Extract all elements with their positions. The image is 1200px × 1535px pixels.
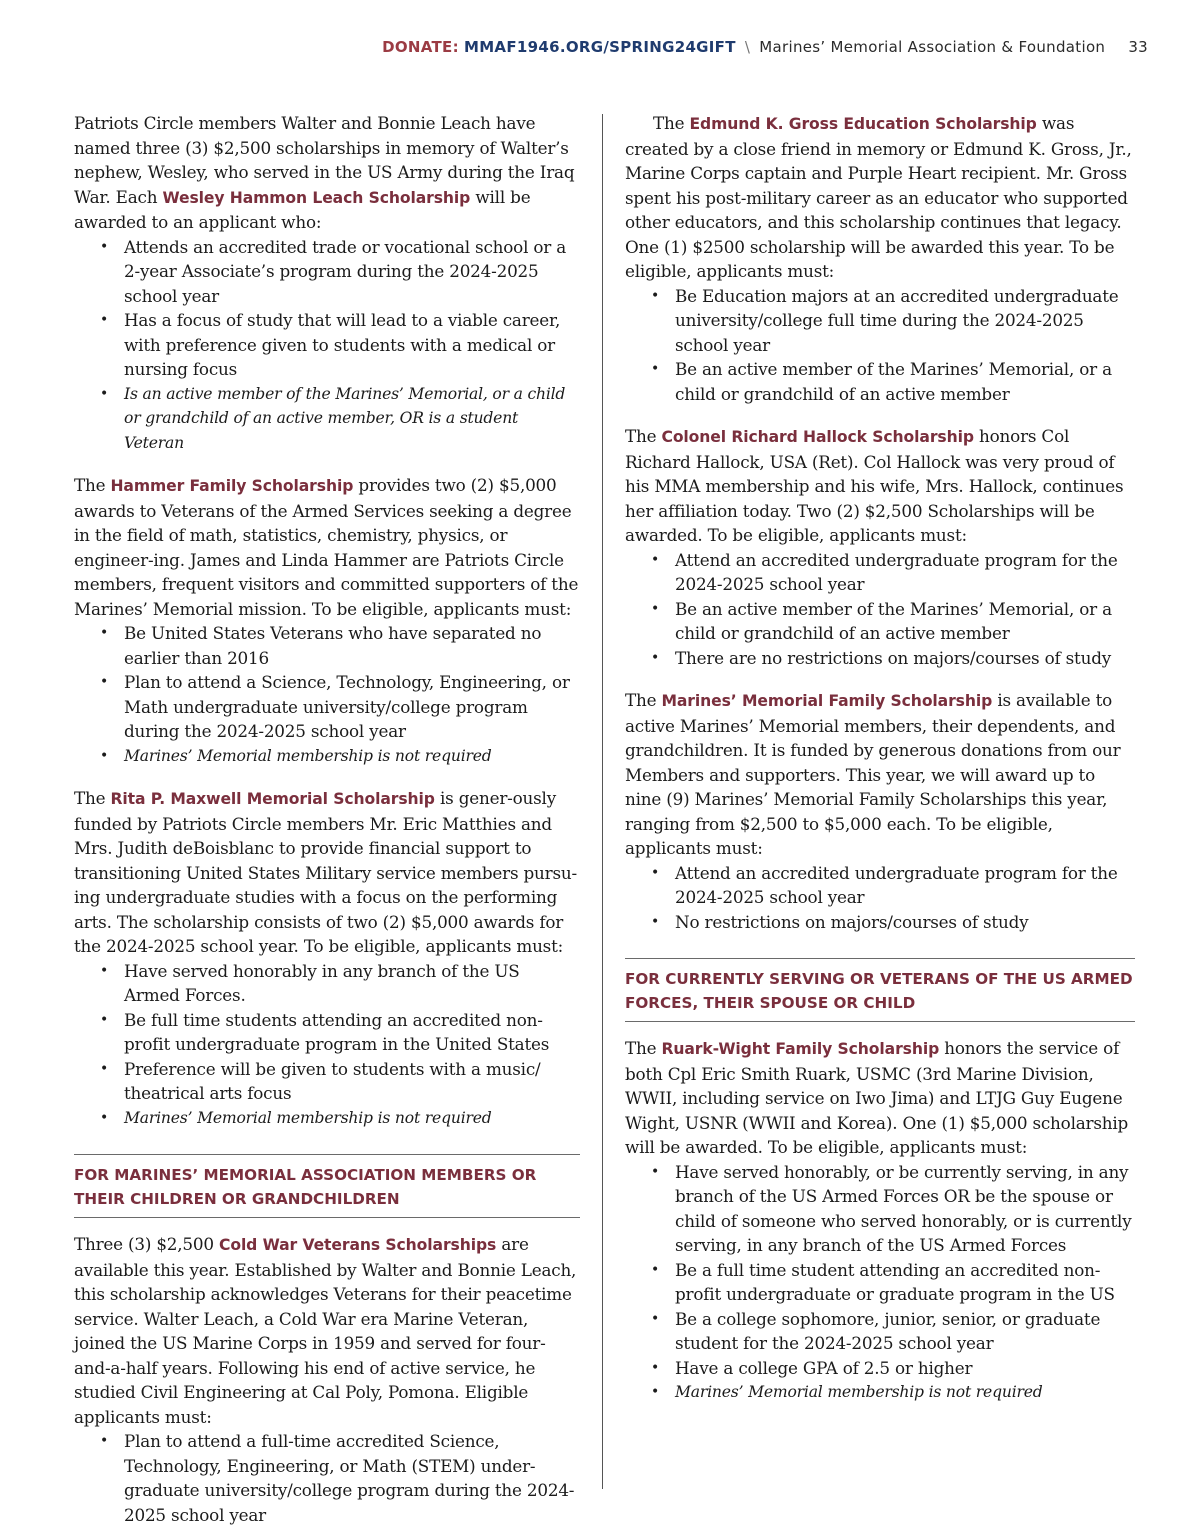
- list-item: • Be a college sophomore, junior, senior, or graduate student for the 2024-2025 school year: [651, 1308, 1101, 1353]
- family-eligibility-list: [625, 861, 1135, 935]
- list-item: • Preference will be given to students with a music/ theatrical arts focus: [100, 1058, 541, 1103]
- hallock-scholarship-name: Colonel Richard Hallock Scholarship: [661, 428, 974, 446]
- section-heading-mma-members: FOR MARINES’ MEMORIAL ASSOCIATION MEMBERS OR THEIR CHILDREN OR GRANDCHILDREN: [74, 1154, 580, 1218]
- list-item: • No restrictions on majors/courses of study: [651, 911, 1029, 932]
- list-item: • Be an active member of the Marines’ Memorial, or a child or grandchild of an active member: [651, 359, 1112, 404]
- list-item: • Attend an accredited undergraduate program for the 2024-2025 school year: [651, 549, 1118, 594]
- left-column: [74, 111, 580, 1527]
- family-scholarship-paragraph: The Marines’ Memorial Family Scholarship is available to active Marines’ Memorial members, their dependents, and grandchildren. It is funded by generous donations from our Members and supporters. This year, we will award up to nine (9) Marines’ Memorial Family Scholarships this year, ranging from $2,500 to $5,000 each. To be eligible, applicants must:: [625, 690, 1121, 858]
- gross-eligibility-list: [625, 284, 1135, 407]
- leach-scholarship-name: Wesley Hammon Leach Scholarship: [162, 188, 471, 207]
- header-separator: \: [744, 38, 751, 56]
- donate-url-link[interactable]: MMAF1946.ORG/SPRING24GIFT: [463, 38, 736, 56]
- list-item: • Marines’ Memorial membership is not required: [100, 1108, 492, 1127]
- list-item: • Be a full time student attending an accredited non-profit undergraduate or graduate program in the US: [651, 1259, 1115, 1304]
- list-item: • Be Education majors at an accredited undergraduate university/college full time during the 2024-2025 school year: [651, 285, 1119, 355]
- donate-label: DONATE:: [382, 38, 459, 56]
- list-item: • Be full time students attending an accredited non-profit undergraduate program in the United States: [100, 1009, 550, 1054]
- ruark-scholarship-name: Ruark-Wight Family Scholarship: [661, 1040, 940, 1058]
- list-item: • Plan to attend a Science, Technology, Engineering, or Math undergraduate university/college program during the 2024-2025 school year: [100, 672, 570, 741]
- list-item: • Is an active member of the Marines’ Memorial, or a child or grandchild of an active member, OR is a student Veteran: [100, 384, 566, 452]
- list-item: • Be an active member of the Marines’ Memorial, or a child or grandchild of an active member: [651, 598, 1112, 643]
- leach-eligibility-list: [74, 235, 580, 456]
- list-item: • Has a focus of study that will lead to a viable career, with preference given to students with a medical or nursing focus: [100, 310, 561, 379]
- list-item: • Have a college GPA of 2.5 or higher: [651, 1357, 973, 1378]
- list-item: • Be United States Veterans who have separated no earlier than 2016: [100, 623, 542, 668]
- hammer-scholarship-paragraph: The Hammer Family Scholarship provides two (2) $5,000 awards to Veterans of the Armed Services seeking a degree in the field of math, statistics, chemistry, physics, or engineer-ing. James and Linda Hammer are Patriots Circle members, frequent visitors and committed supporters of the Marines’ Memorial mission. To be eligible, applicants must:: [74, 475, 579, 619]
- list-item: • Marines’ Memorial membership is not required: [100, 746, 492, 765]
- organization-name: Marines’ Memorial Association & Foundation: [759, 38, 1106, 56]
- hammer-scholarship-name: Hammer Family Scholarship: [110, 477, 354, 495]
- maxwell-scholarship-paragraph: The Rita P. Maxwell Memorial Scholarship is gener-ously funded by Patriots Circle members Mr. Eric Matthies and Mrs. Judith deBoisblanc to provide financial support to transitioning United States Military service members pursu-ing undergraduate studies with a focus on the performing arts. The scholarship consists of two (2) $5,000 awards for the 2024-2025 school year. To be eligible, applicants must:: [74, 788, 577, 956]
- column-divider: [602, 114, 603, 1489]
- list-item: • Have served honorably in any branch of the US Armed Forces.: [100, 960, 520, 1005]
- maxwell-eligibility-list: [74, 959, 580, 1131]
- leach-scholarship-paragraph: Patriots Circle members Walter and Bonnie Leach have named three (3) $2,500 scholarships in memory of Walter’s nephew, Wesley, who served in the US Army during the Iraq War. Each Wesley Hammon Leach Scholarship will be awarded to an applicant who:: [74, 113, 575, 232]
- list-item: • Attend an accredited undergraduate program for the 2024-2025 school year: [651, 862, 1118, 907]
- gross-scholarship-name: Edmund K. Gross Education Scholarship: [689, 115, 1037, 133]
- coldwar-scholarship-name: Cold War Veterans Scholarships: [218, 1236, 497, 1254]
- section-heading-veterans: FOR CURRENTLY SERVING OR VETERANS OF THE US ARMED FORCES, THEIR SPOUSE OR CHILD: [625, 958, 1135, 1022]
- ruark-scholarship-paragraph: The Ruark-Wight Family Scholarship honors the service of both Cpl Eric Smith Ruark, USMC (3rd Marine Division, WWII, including service on Iwo Jima) and LTJG Guy Eugene Wight, USNR (WWII and Korea). One (1) $5,000 scholarship will be awarded. To be eligible, applicants must:: [625, 1038, 1129, 1157]
- ruark-eligibility-list: [625, 1160, 1135, 1405]
- list-item: • There are no restrictions on majors/courses of study: [651, 647, 1112, 668]
- maxwell-scholarship-name: Rita P. Maxwell Memorial Scholarship: [110, 790, 435, 808]
- coldwar-scholarship-paragraph: Three (3) $2,500 Cold War Veterans Scholarships are available this year. Established by Walter and Bonnie Leach, this scholarship acknowledges Veterans for their peacetime service. Walter Leach, a Cold War era Marine Veteran, joined the US Marine Corps in 1959 and served for four-and-a-half years. Following his end of active service, he studied Civil Engineering at Cal Poly, Pomona. Eligible applicants must:: [74, 1234, 577, 1427]
- page-header: [300, 38, 1148, 56]
- hallock-scholarship-paragraph: The Colonel Richard Hallock Scholarship honors Col Richard Hallock, USA (Ret). Col Hallock was very proud of his MMA membership and his wife, Mrs. Hallock, continues her affiliation today. Two (2) $2,500 Scholarships will be awarded. To be eligible, applicants must:: [625, 426, 1124, 545]
- list-item: • Have served honorably, or be currently serving, in any branch of the US Armed Forces OR be the spouse or child of someone who served honorably, or is currently serving, in any branch of the US Armed Forces: [651, 1161, 1132, 1255]
- list-item: • Attends an accredited trade or vocational school or a 2-year Associate’s program during the 2024-2025 school year: [100, 236, 567, 306]
- list-item: • Plan to attend a full-time accredited Science, Technology, Engineering, or Math (STEM) under-graduate university/college program during the 2024-2025 school year: [100, 1431, 575, 1525]
- page-number: 33: [1128, 38, 1148, 56]
- hammer-eligibility-list: [74, 621, 580, 768]
- family-scholarship-name: Marines’ Memorial Family Scholarship: [661, 692, 993, 710]
- right-column: [625, 111, 1135, 1405]
- coldwar-eligibility-list: [74, 1429, 580, 1527]
- hallock-eligibility-list: [625, 548, 1135, 671]
- list-item: • Marines’ Memorial membership is not required: [651, 1383, 1043, 1401]
- gross-scholarship-paragraph: The Edmund K. Gross Education Scholarship was created by a close friend in memory or Edmund K. Gross, Jr., Marine Corps captain and Purple Heart recipient. Mr. Gross spent his post-military career as an educator who supported other educators, and this scholarship continues that legacy. One (1) $2500 scholarship will be awarded this year. To be eligible, applicants must:: [625, 113, 1132, 281]
